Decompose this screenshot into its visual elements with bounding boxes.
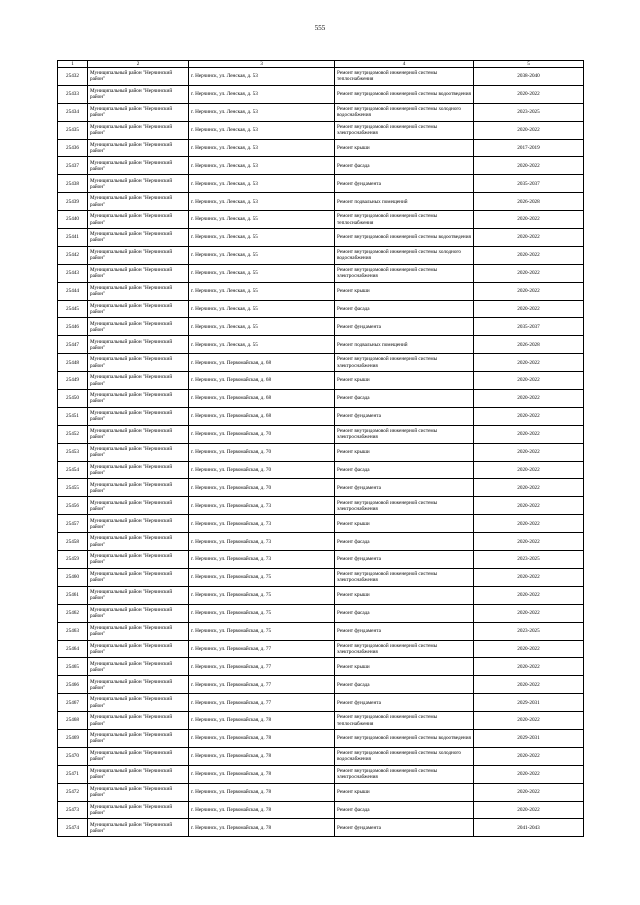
- district-cell: Муниципальный район "Нерчинский район": [88, 318, 189, 336]
- district-cell: Муниципальный район "Нерчинский район": [88, 336, 189, 354]
- work-type-cell: Ремонт внутридомовой инженерной системы теплоснабжения: [335, 68, 474, 86]
- table-row: [58, 497, 584, 515]
- address-cell: г. Нерчинск, ул. Первомайская, д. 78: [189, 729, 335, 747]
- address-cell: г. Нерчинск, ул. Первомайская, д. 77: [189, 658, 335, 676]
- record-number-cell: 25436: [58, 139, 88, 157]
- district-cell: Муниципальный район "Нерчинский район": [88, 246, 189, 264]
- table-row: [58, 229, 584, 247]
- work-type-cell: Ремонт фасада: [335, 157, 474, 175]
- address-cell: г. Нерчинск, ул. Ленская, д. 53: [189, 175, 335, 193]
- record-number-cell: 25466: [58, 676, 88, 694]
- planned-period-cell: 2020-2022: [474, 211, 584, 229]
- record-number-cell: 25445: [58, 300, 88, 318]
- district-cell: Муниципальный район "Нерчинский район": [88, 85, 189, 103]
- work-type-cell: Ремонт крыши: [335, 515, 474, 533]
- address-cell: г. Нерчинск, ул. Ленская, д. 53: [189, 139, 335, 157]
- address-cell: г. Нерчинск, ул. Ленская, д. 53: [189, 121, 335, 139]
- work-type-cell: Ремонт фасада: [335, 390, 474, 408]
- address-cell: г. Нерчинск, ул. Ленская, д. 55: [189, 246, 335, 264]
- district-cell: Муниципальный район "Нерчинский район": [88, 819, 189, 837]
- district-cell: Муниципальный район "Нерчинский район": [88, 801, 189, 819]
- address-cell: г. Нерчинск, ул. Ленская, д. 53: [189, 193, 335, 211]
- record-number-cell: 25471: [58, 765, 88, 783]
- table-row: [58, 282, 584, 300]
- work-type-cell: Ремонт крыши: [335, 586, 474, 604]
- planned-period-cell: 2026-2028: [474, 193, 584, 211]
- work-type-cell: Ремонт крыши: [335, 139, 474, 157]
- table-row: [58, 461, 584, 479]
- planned-period-cell: 2020-2022: [474, 121, 584, 139]
- work-type-cell: Ремонт внутридомовой инженерной системы электроснабжения: [335, 640, 474, 658]
- district-cell: Муниципальный район "Нерчинский район": [88, 586, 189, 604]
- record-number-cell: 25459: [58, 551, 88, 569]
- planned-period-cell: 2020-2022: [474, 765, 584, 783]
- record-number-cell: 25443: [58, 264, 88, 282]
- work-type-cell: Ремонт крыши: [335, 282, 474, 300]
- work-type-cell: Ремонт фасада: [335, 461, 474, 479]
- work-type-cell: Ремонт фундамента: [335, 819, 474, 837]
- planned-period-cell: 2020-2022: [474, 300, 584, 318]
- table-row: [58, 318, 584, 336]
- record-number-cell: 25447: [58, 336, 88, 354]
- address-cell: г. Нерчинск, ул. Первомайская, д. 75: [189, 568, 335, 586]
- record-number-cell: 25474: [58, 819, 88, 837]
- district-cell: Муниципальный район "Нерчинский район": [88, 139, 189, 157]
- district-cell: Муниципальный район "Нерчинский район": [88, 443, 189, 461]
- table-row: [58, 783, 584, 801]
- address-cell: г. Нерчинск, ул. Первомайская, д. 78: [189, 765, 335, 783]
- address-cell: г. Нерчинск, ул. Первомайская, д. 78: [189, 819, 335, 837]
- work-type-cell: Ремонт фасада: [335, 533, 474, 551]
- record-number-cell: 25433: [58, 85, 88, 103]
- planned-period-cell: 2023-2025: [474, 622, 584, 640]
- district-cell: Муниципальный район "Нерчинский район": [88, 533, 189, 551]
- table-row: [58, 658, 584, 676]
- work-type-cell: Ремонт крыши: [335, 372, 474, 390]
- planned-period-cell: 2023-2025: [474, 551, 584, 569]
- work-type-cell: Ремонт фасада: [335, 676, 474, 694]
- district-cell: Муниципальный район "Нерчинский район": [88, 372, 189, 390]
- planned-period-cell: 2035-2037: [474, 318, 584, 336]
- table-row: [58, 390, 584, 408]
- address-cell: г. Нерчинск, ул. Первомайская, д. 73: [189, 497, 335, 515]
- column-header-4: 4: [335, 61, 474, 68]
- district-cell: Муниципальный район "Нерчинский район": [88, 694, 189, 712]
- planned-period-cell: 2020-2022: [474, 747, 584, 765]
- address-cell: г. Нерчинск, ул. Первомайская, д. 73: [189, 551, 335, 569]
- work-type-cell: Ремонт фундамента: [335, 175, 474, 193]
- district-cell: Муниципальный район "Нерчинский район": [88, 747, 189, 765]
- work-type-cell: Ремонт внутридомовой инженерной системы холодного водоснабжения: [335, 246, 474, 264]
- work-type-cell: Ремонт подвальных помещений: [335, 336, 474, 354]
- address-cell: г. Нерчинск, ул. Первомайская, д. 70: [189, 443, 335, 461]
- address-cell: г. Нерчинск, ул. Первомайская, д. 68: [189, 407, 335, 425]
- district-cell: Муниципальный район "Нерчинский район": [88, 515, 189, 533]
- table-row: [58, 193, 584, 211]
- planned-period-cell: 2020-2022: [474, 712, 584, 730]
- district-cell: Муниципальный район "Нерчинский район": [88, 729, 189, 747]
- address-cell: г. Нерчинск, ул. Ленская, д. 55: [189, 336, 335, 354]
- work-type-cell: Ремонт фундамента: [335, 622, 474, 640]
- address-cell: г. Нерчинск, ул. Первомайская, д. 78: [189, 747, 335, 765]
- table-row: [58, 246, 584, 264]
- work-type-cell: Ремонт внутридомовой инженерной системы водоотведения: [335, 229, 474, 247]
- address-cell: г. Нерчинск, ул. Первомайская, д. 68: [189, 354, 335, 372]
- work-type-cell: Ремонт фасада: [335, 300, 474, 318]
- table-row: [58, 264, 584, 282]
- work-type-cell: Ремонт внутридомовой инженерной системы холодного водоснабжения: [335, 103, 474, 121]
- table-row: [58, 300, 584, 318]
- address-cell: г. Нерчинск, ул. Ленская, д. 53: [189, 85, 335, 103]
- record-number-cell: 25451: [58, 407, 88, 425]
- table-row: [58, 533, 584, 551]
- table-header: [58, 61, 584, 68]
- record-number-cell: 25468: [58, 712, 88, 730]
- district-cell: Муниципальный район "Нерчинский район": [88, 461, 189, 479]
- district-cell: Муниципальный район "Нерчинский район": [88, 479, 189, 497]
- work-type-cell: Ремонт внутридомовой инженерной системы водоотведения: [335, 85, 474, 103]
- record-number-cell: 25454: [58, 461, 88, 479]
- table-row: [58, 121, 584, 139]
- work-type-cell: Ремонт крыши: [335, 443, 474, 461]
- table-row: [58, 586, 584, 604]
- table-row: [58, 336, 584, 354]
- work-type-cell: Ремонт внутридомовой инженерной системы электроснабжения: [335, 497, 474, 515]
- work-type-cell: Ремонт внутридомовой инженерной системы водоотведения: [335, 729, 474, 747]
- district-cell: Муниципальный район "Нерчинский район": [88, 783, 189, 801]
- table-row: [58, 568, 584, 586]
- planned-period-cell: 2020-2022: [474, 85, 584, 103]
- district-cell: Муниципальный район "Нерчинский район": [88, 157, 189, 175]
- planned-period-cell: 2020-2022: [474, 676, 584, 694]
- work-type-cell: Ремонт внутридомовой инженерной системы теплоснабжения: [335, 211, 474, 229]
- record-number-cell: 25450: [58, 390, 88, 408]
- record-number-cell: 25470: [58, 747, 88, 765]
- district-cell: Муниципальный район "Нерчинский район": [88, 568, 189, 586]
- table-row: [58, 765, 584, 783]
- planned-period-cell: 2020-2022: [474, 783, 584, 801]
- address-cell: г. Нерчинск, ул. Первомайская, д. 78: [189, 783, 335, 801]
- address-cell: г. Нерчинск, ул. Первомайская, д. 73: [189, 515, 335, 533]
- planned-period-cell: 2020-2022: [474, 801, 584, 819]
- record-number-cell: 25473: [58, 801, 88, 819]
- planned-period-cell: 2020-2022: [474, 604, 584, 622]
- record-number-cell: 25455: [58, 479, 88, 497]
- table-row: [58, 175, 584, 193]
- record-number-cell: 25446: [58, 318, 88, 336]
- planned-period-cell: 2029-2031: [474, 694, 584, 712]
- record-number-cell: 25469: [58, 729, 88, 747]
- record-number-cell: 25461: [58, 586, 88, 604]
- work-type-cell: Ремонт внутридомовой инженерной системы электроснабжения: [335, 264, 474, 282]
- record-number-cell: 25463: [58, 622, 88, 640]
- record-number-cell: 25449: [58, 372, 88, 390]
- record-number-cell: 25453: [58, 443, 88, 461]
- table-row: [58, 443, 584, 461]
- record-number-cell: 25442: [58, 246, 88, 264]
- table-row: [58, 604, 584, 622]
- table-row: [58, 676, 584, 694]
- address-cell: г. Нерчинск, ул. Первомайская, д. 70: [189, 461, 335, 479]
- table-row: [58, 712, 584, 730]
- planned-period-cell: 2020-2022: [474, 407, 584, 425]
- district-cell: Муниципальный район "Нерчинский район": [88, 121, 189, 139]
- district-cell: Муниципальный район "Нерчинский район": [88, 103, 189, 121]
- address-cell: г. Нерчинск, ул. Ленская, д. 55: [189, 282, 335, 300]
- table-row: [58, 479, 584, 497]
- address-cell: г. Нерчинск, ул. Ленская, д. 55: [189, 211, 335, 229]
- planned-period-cell: 2038-2040: [474, 68, 584, 86]
- work-type-cell: Ремонт фундамента: [335, 694, 474, 712]
- table-row: [58, 103, 584, 121]
- table-row: [58, 622, 584, 640]
- record-number-cell: 25444: [58, 282, 88, 300]
- record-number-cell: 25460: [58, 568, 88, 586]
- table-row: [58, 640, 584, 658]
- table-body: [58, 68, 584, 837]
- work-type-cell: Ремонт фундамента: [335, 318, 474, 336]
- district-cell: Муниципальный район "Нерчинский район": [88, 676, 189, 694]
- column-header-3: 3: [189, 61, 335, 68]
- planned-period-cell: 2020-2022: [474, 479, 584, 497]
- header-row: [58, 61, 584, 68]
- record-number-cell: 25439: [58, 193, 88, 211]
- column-header-5: 5: [474, 61, 584, 68]
- table-row: [58, 157, 584, 175]
- planned-period-cell: 2020-2022: [474, 246, 584, 264]
- district-cell: Муниципальный район "Нерчинский район": [88, 390, 189, 408]
- record-number-cell: 25472: [58, 783, 88, 801]
- district-cell: Муниципальный район "Нерчинский район": [88, 551, 189, 569]
- address-cell: г. Нерчинск, ул. Первомайская, д. 70: [189, 425, 335, 443]
- work-type-cell: Ремонт подвальных помещений: [335, 193, 474, 211]
- planned-period-cell: 2020-2022: [474, 461, 584, 479]
- district-cell: Муниципальный район "Нерчинский район": [88, 175, 189, 193]
- record-number-cell: 25457: [58, 515, 88, 533]
- planned-period-cell: 2020-2022: [474, 390, 584, 408]
- table-row: [58, 85, 584, 103]
- record-number-cell: 25435: [58, 121, 88, 139]
- work-type-cell: Ремонт фундамента: [335, 551, 474, 569]
- planned-period-cell: 2020-2022: [474, 157, 584, 175]
- planned-period-cell: 2020-2022: [474, 658, 584, 676]
- record-number-cell: 25437: [58, 157, 88, 175]
- district-cell: Муниципальный район "Нерчинский район": [88, 640, 189, 658]
- address-cell: г. Нерчинск, ул. Первомайская, д. 78: [189, 801, 335, 819]
- district-cell: Муниципальный район "Нерчинский район": [88, 712, 189, 730]
- record-number-cell: 25440: [58, 211, 88, 229]
- district-cell: Муниципальный район "Нерчинский район": [88, 300, 189, 318]
- planned-period-cell: 2029-2031: [474, 729, 584, 747]
- table-row: [58, 515, 584, 533]
- district-cell: Муниципальный район "Нерчинский район": [88, 658, 189, 676]
- record-number-cell: 25452: [58, 425, 88, 443]
- record-number-cell: 25462: [58, 604, 88, 622]
- work-type-cell: Ремонт крыши: [335, 783, 474, 801]
- work-type-cell: Ремонт внутридомовой инженерной системы электроснабжения: [335, 354, 474, 372]
- record-number-cell: 25448: [58, 354, 88, 372]
- planned-period-cell: 2020-2022: [474, 640, 584, 658]
- work-type-cell: Ремонт внутридомовой инженерной системы электроснабжения: [335, 765, 474, 783]
- record-number-cell: 25458: [58, 533, 88, 551]
- district-cell: Муниципальный район "Нерчинский район": [88, 765, 189, 783]
- column-header-1: 1: [58, 61, 88, 68]
- district-cell: Муниципальный район "Нерчинский район": [88, 211, 189, 229]
- work-type-cell: Ремонт фундамента: [335, 407, 474, 425]
- column-header-2: 2: [88, 61, 189, 68]
- table-row: [58, 747, 584, 765]
- work-type-cell: Ремонт внутридомовой инженерной системы теплоснабжения: [335, 712, 474, 730]
- district-cell: Муниципальный район "Нерчинский район": [88, 407, 189, 425]
- repair-schedule-table: [57, 60, 584, 837]
- address-cell: г. Нерчинск, ул. Первомайская, д. 77: [189, 694, 335, 712]
- district-cell: Муниципальный район "Нерчинский район": [88, 282, 189, 300]
- district-cell: Муниципальный район "Нерчинский район": [88, 497, 189, 515]
- address-cell: г. Нерчинск, ул. Первомайская, д. 77: [189, 640, 335, 658]
- district-cell: Муниципальный район "Нерчинский район": [88, 229, 189, 247]
- work-type-cell: Ремонт фундамента: [335, 479, 474, 497]
- planned-period-cell: 2020-2022: [474, 586, 584, 604]
- address-cell: г. Нерчинск, ул. Первомайская, д. 68: [189, 390, 335, 408]
- planned-period-cell: 2020-2022: [474, 425, 584, 443]
- planned-period-cell: 2020-2022: [474, 354, 584, 372]
- address-cell: г. Нерчинск, ул. Первомайская, д. 75: [189, 604, 335, 622]
- address-cell: г. Нерчинск, ул. Первомайская, д. 68: [189, 372, 335, 390]
- planned-period-cell: 2020-2022: [474, 497, 584, 515]
- district-cell: Муниципальный район "Нерчинский район": [88, 68, 189, 86]
- address-cell: г. Нерчинск, ул. Ленская, д. 53: [189, 157, 335, 175]
- table-row: [58, 801, 584, 819]
- work-type-cell: Ремонт внутридомовой инженерной системы электроснабжения: [335, 425, 474, 443]
- table-row: [58, 729, 584, 747]
- record-number-cell: 25441: [58, 229, 88, 247]
- planned-period-cell: 2023-2025: [474, 103, 584, 121]
- page-number: 555: [314, 24, 326, 32]
- district-cell: Муниципальный район "Нерчинский район": [88, 604, 189, 622]
- planned-period-cell: 2020-2022: [474, 372, 584, 390]
- district-cell: Муниципальный район "Нерчинский район": [88, 622, 189, 640]
- record-number-cell: 25467: [58, 694, 88, 712]
- address-cell: г. Нерчинск, ул. Первомайская, д. 77: [189, 676, 335, 694]
- address-cell: г. Нерчинск, ул. Ленская, д. 53: [189, 68, 335, 86]
- address-cell: г. Нерчинск, ул. Первомайская, д. 73: [189, 533, 335, 551]
- address-cell: г. Нерчинск, ул. Ленская, д. 55: [189, 318, 335, 336]
- table-row: [58, 551, 584, 569]
- table-row: [58, 354, 584, 372]
- address-cell: г. Нерчинск, ул. Первомайская, д. 75: [189, 586, 335, 604]
- work-type-cell: Ремонт крыши: [335, 658, 474, 676]
- district-cell: Муниципальный район "Нерчинский район": [88, 425, 189, 443]
- table-row: [58, 407, 584, 425]
- planned-period-cell: 2020-2022: [474, 443, 584, 461]
- planned-period-cell: 2020-2022: [474, 264, 584, 282]
- record-number-cell: 25432: [58, 68, 88, 86]
- planned-period-cell: 2020-2022: [474, 282, 584, 300]
- work-type-cell: Ремонт внутридомовой инженерной системы электроснабжения: [335, 121, 474, 139]
- address-cell: г. Нерчинск, ул. Ленская, д. 53: [189, 103, 335, 121]
- planned-period-cell: 2020-2022: [474, 533, 584, 551]
- work-type-cell: Ремонт внутридомовой инженерной системы электроснабжения: [335, 568, 474, 586]
- table-row: [58, 694, 584, 712]
- record-number-cell: 25434: [58, 103, 88, 121]
- planned-period-cell: 2017-2019: [474, 139, 584, 157]
- address-cell: г. Нерчинск, ул. Ленская, д. 55: [189, 229, 335, 247]
- address-cell: г. Нерчинск, ул. Первомайская, д. 75: [189, 622, 335, 640]
- table-row: [58, 425, 584, 443]
- district-cell: Муниципальный район "Нерчинский район": [88, 354, 189, 372]
- table-row: [58, 139, 584, 157]
- planned-period-cell: 2041-2043: [474, 819, 584, 837]
- table-row: [58, 819, 584, 837]
- address-cell: г. Нерчинск, ул. Первомайская, д. 78: [189, 712, 335, 730]
- planned-period-cell: 2035-2037: [474, 175, 584, 193]
- record-number-cell: 25465: [58, 658, 88, 676]
- planned-period-cell: 2020-2022: [474, 568, 584, 586]
- planned-period-cell: 2020-2022: [474, 515, 584, 533]
- record-number-cell: 25464: [58, 640, 88, 658]
- planned-period-cell: 2026-2028: [474, 336, 584, 354]
- table-row: [58, 211, 584, 229]
- address-cell: г. Нерчинск, ул. Ленская, д. 55: [189, 264, 335, 282]
- record-number-cell: 25438: [58, 175, 88, 193]
- work-type-cell: Ремонт внутридомовой инженерной системы холодного водоснабжения: [335, 747, 474, 765]
- table-row: [58, 372, 584, 390]
- record-number-cell: 25456: [58, 497, 88, 515]
- planned-period-cell: 2020-2022: [474, 229, 584, 247]
- table-row: [58, 68, 584, 86]
- work-type-cell: Ремонт фасада: [335, 801, 474, 819]
- address-cell: г. Нерчинск, ул. Первомайская, д. 70: [189, 479, 335, 497]
- district-cell: Муниципальный район "Нерчинский район": [88, 264, 189, 282]
- address-cell: г. Нерчинск, ул. Ленская, д. 55: [189, 300, 335, 318]
- work-type-cell: Ремонт фасада: [335, 604, 474, 622]
- district-cell: Муниципальный район "Нерчинский район": [88, 193, 189, 211]
